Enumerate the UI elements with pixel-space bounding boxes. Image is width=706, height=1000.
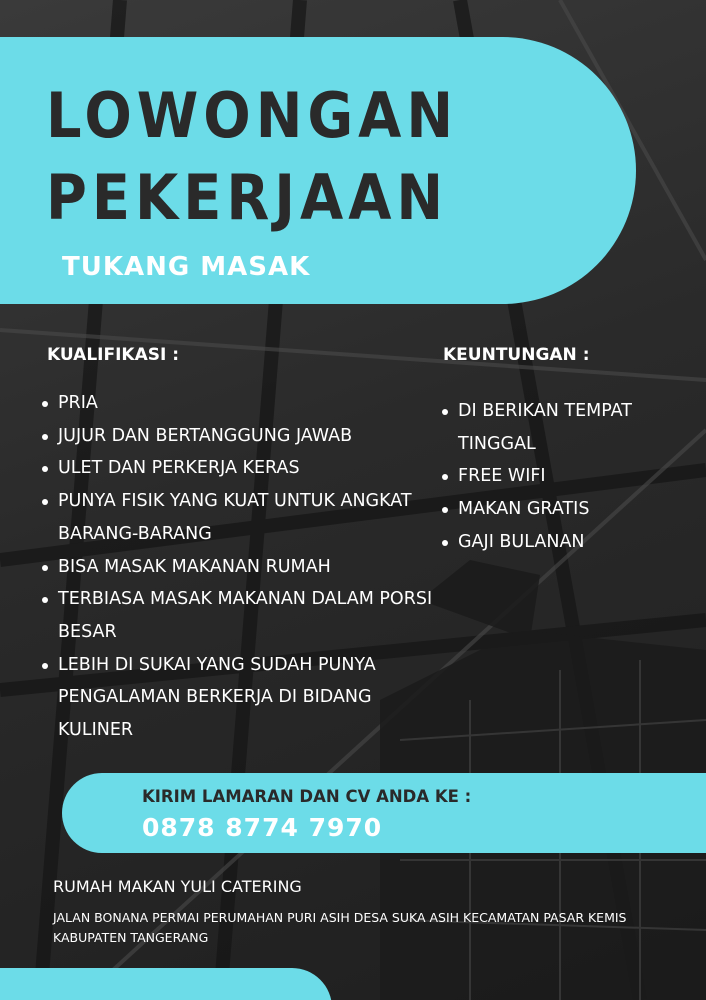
qualifications-heading: KUALIFIKASI : [47,345,180,365]
list-item: ULET DAN PERKERJA KERAS [40,452,450,485]
footer-accent-shape [0,968,332,1000]
list-item: LEBIH DI SUKAI YANG SUDAH PUNYA PENGALAMAN BERKERJA DI BIDANG KULINER [40,649,450,747]
contact-banner [62,773,706,853]
qualifications-list [40,387,450,747]
list-item: FREE WIFI [440,460,660,493]
title-banner [0,37,636,304]
company-address: JALAN BONANA PERMAI PERUMAHAN PURI ASIH DESA SUKA ASIH KECAMATAN PASAR KEMIS KABUPATEN TANGERANG [53,910,627,945]
list-item: GAJI BULANAN [440,526,660,559]
title-line-2: PEKERJAAN [46,161,449,234]
list-item: DI BERIKAN TEMPAT TINGGAL [440,395,660,460]
phone-number: 0878 8774 7970 [142,813,383,842]
list-item: MAKAN GRATIS [440,493,660,526]
company-name: RUMAH MAKAN YULI CATERING [53,877,302,896]
job-subtitle: TUKANG MASAK [62,252,311,282]
benefits-heading: KEUNTUNGAN : [443,345,590,365]
contact-label: KIRIM LAMARAN DAN CV ANDA KE : [142,787,472,806]
benefits-list [440,395,660,559]
title-line-1: LOWONGAN [46,79,458,152]
list-item: PRIA [40,387,450,420]
list-item: BISA MASAK MAKANAN RUMAH [40,551,450,584]
list-item: TERBIASA MASAK MAKANAN DALAM PORSI BESAR [40,583,450,648]
list-item: JUJUR DAN BERTANGGUNG JAWAB [40,420,450,453]
list-item: PUNYA FISIK YANG KUAT UNTUK ANGKAT BARANG-BARANG [40,485,450,550]
